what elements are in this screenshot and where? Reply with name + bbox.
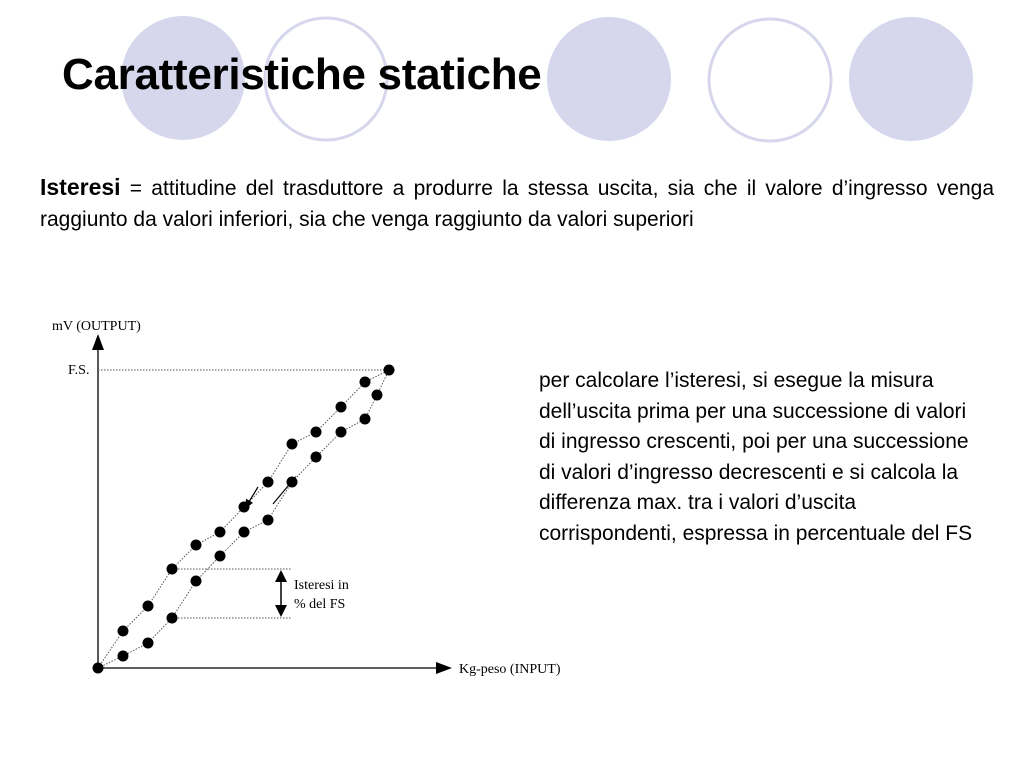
explanation-paragraph: per calcolare l’isteresi, si esegue la misura dell’uscita prima per una successione di valori di ingresso crescenti, poi per una successione di valori d’ingresso decrescenti e si calcola la differenza max. tra i valori d’uscita corrispondenti, espressa in percentuale del FS	[539, 369, 973, 545]
increasing-curve	[98, 370, 389, 668]
measurement-point	[287, 477, 298, 488]
measurement-point	[372, 390, 383, 401]
x-axis-arrowhead	[436, 662, 452, 674]
full-scale-label: F.S.	[68, 363, 90, 378]
measurement-point	[93, 663, 104, 674]
x-axis-label: Kg-peso (INPUT)	[459, 662, 561, 677]
definition-text: = attitudine del trasduttore a produrre la stessa uscita, sia che il valore d’ingresso venga raggiunto da valori inferiori, sia che venga raggiunto da valori superiori	[40, 177, 994, 231]
definition-term: Isteresi	[40, 174, 121, 200]
measurement-point	[336, 402, 347, 413]
measurement-point	[311, 427, 322, 438]
measurement-point	[215, 527, 226, 538]
measurement-point	[215, 551, 226, 562]
decreasing-direction-arrow	[247, 487, 258, 505]
measurement-point	[118, 626, 129, 637]
measurement-point	[263, 515, 274, 526]
slide-title: Caratteristiche statiche	[62, 50, 542, 99]
hysteresis-arrow-up	[275, 570, 287, 582]
decreasing-curve	[98, 370, 389, 668]
y-axis-arrowhead	[92, 334, 104, 350]
measurement-point	[167, 564, 178, 575]
measurement-point	[191, 576, 202, 587]
measurement-point	[360, 414, 371, 425]
measurement-point	[143, 638, 154, 649]
measurement-point	[287, 439, 298, 450]
increasing-points	[93, 365, 395, 674]
hysteresis-label-line2: % del FS	[294, 597, 346, 612]
y-axis-label: mV (OUTPUT)	[52, 319, 141, 334]
measurement-point	[336, 427, 347, 438]
measurement-point	[384, 365, 395, 376]
measurement-point	[118, 651, 129, 662]
measurement-point	[239, 502, 250, 513]
hysteresis-arrow-down	[275, 605, 287, 617]
measurement-point	[311, 452, 322, 463]
measurement-point	[191, 540, 202, 551]
measurement-point	[263, 477, 274, 488]
measurement-point	[143, 601, 154, 612]
measurement-point	[360, 377, 371, 388]
hysteresis-label-line1: Isteresi in	[294, 578, 349, 593]
measurement-point	[239, 527, 250, 538]
measurement-point	[167, 613, 178, 624]
